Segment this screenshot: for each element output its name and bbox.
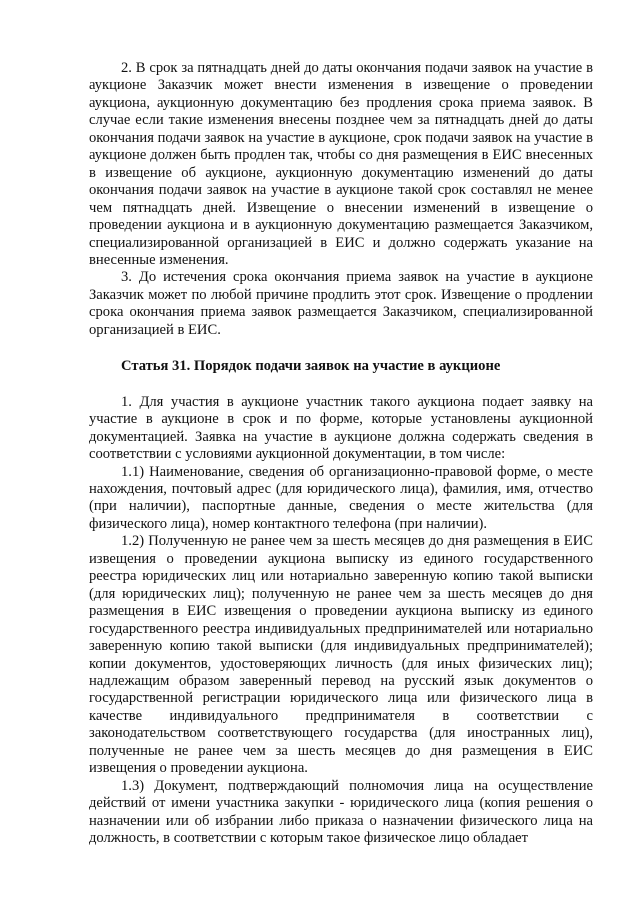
paragraph-article31-clause1: 1. Для участия в аукционе участник такого аукциона подает заявку на участие в аукционе в срок и по форме, которые установлены аукционной документацией. Заявка на участие в аукционе должна содержать сведения в соответствии с условиями аукционной документации, в том числе:: [89, 393, 593, 463]
paragraph-article31-clause1-2: 1.2) Полученную не ранее чем за шесть месяцев до дня размещения в ЕИС извещения о проведении аукциона выписку из единого государственного реестра юридических лиц или нотариально заверенную копию такой выписки (для юридических лиц); полученную не ранее чем за шесть месяцев до дня размещения в ЕИС извещения о проведении аукциона выписку из единого государственного реестра индивидуальных предпринимателей или нотариально заверенную копию такой выписки (для индивидуальных предпринимателей); копии документов, удостоверяющих личность (для иных физических лиц); надлежащим образом заверенный перевод на русский язык документов о государственной регистрации юридического лица или физического лица в качестве индивидуального предпринимателя в соответствии с законодательством соответствующего государства (для иностранных лиц), полученные не ранее чем за шесть месяцев до дня размещения в ЕИС извещения о проведении аукциона.: [89, 533, 593, 777]
paragraph-article31-clause1-3: 1.3) Документ, подтверждающий полномочия лица на осуществление действий от имени участника закупки - юридического лица (копия решения о назначении или об избрании либо приказа о назначении физического лица на должность, в соответствии с которым такое физическое лицо обладает: [89, 777, 593, 847]
article-31-heading: Статья 31. Порядок подачи заявок на участие в аукционе: [121, 358, 501, 375]
paragraph-article30-clause3: 3. До истечения срока окончания приема заявок на участие в аукционе Заказчик может по любой причине продлить этот срок. Извещение о продлении срока окончания приема заявок размещается Заказчиком, специализированной организацией в ЕИС.: [89, 269, 593, 338]
document-body: [89, 60, 593, 847]
paragraph-article30-clause2: 2. В срок за пятнадцать дней до даты окончания подачи заявок на участие в аукционе Заказчик может внести изменения в извещение о проведении аукциона, аукционную документацию без продления срока приема заявок. В случае если такие изменения внесены позднее чем за пятнадцать дней до даты окончания подачи заявок на участие в аукционе, срок подачи заявок на участие в аукционе должен быть продлен так, чтобы со дня размещения в ЕИС внесенных в извещение об аукционе, аукционную документацию изменений до даты окончания подачи заявок на участие в аукционе такой срок составлял не менее чем пятнадцать дней. Извещение о внесении изменений в извещение о проведении аукциона и в аукционную документацию размещается Заказчиком, специализированной организацией в ЕИС и должно содержать указание на внесенные изменения.: [89, 60, 593, 268]
paragraph-article31-clause1-1: 1.1) Наименование, сведения об организационно-правовой форме, о месте нахождения, почтовый адрес (для юридического лица), фамилия, имя, отчество (при наличии), паспортные данные, сведения о месте жительства (для физического лица), номер контактного телефона (при наличии).: [89, 463, 593, 532]
